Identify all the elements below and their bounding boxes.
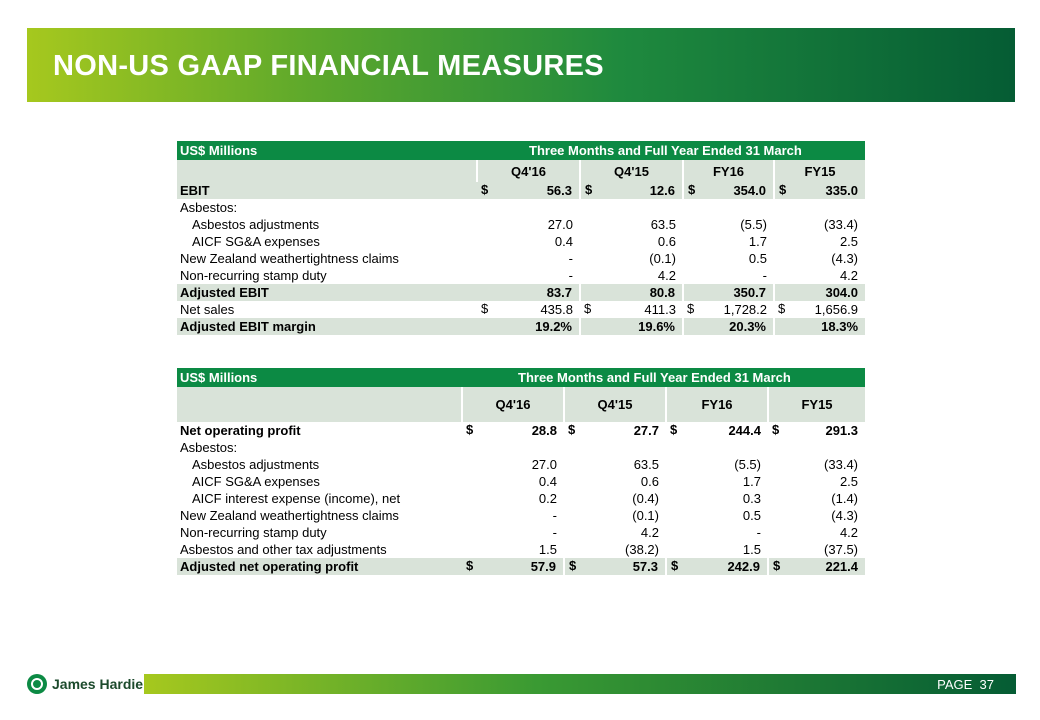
cell-value: 354.0	[733, 183, 766, 198]
row-label: AICF SG&A expenses	[192, 234, 320, 249]
row-label: AICF interest expense (income), net	[192, 491, 401, 506]
footer	[27, 672, 1017, 696]
dollar-sign: $	[670, 422, 678, 437]
row-label: Adjusted net operating profit	[177, 558, 462, 575]
table-row	[177, 439, 865, 456]
row-label: AICF SG&A expenses	[192, 474, 320, 489]
cell-value: 0.4	[538, 474, 557, 489]
cell-value: 350.7	[733, 285, 766, 300]
table-row	[177, 490, 865, 507]
table-row	[177, 473, 865, 490]
brand-name: James Hardie	[52, 676, 144, 692]
cell-value: -	[762, 268, 767, 283]
cell-value: -	[552, 508, 557, 523]
cell-value: 435.8	[540, 302, 573, 317]
cell-value: 83.7	[546, 285, 572, 300]
cell-value: 2.5	[839, 474, 859, 489]
cell-value: (33.4)	[824, 217, 859, 232]
unit-label: US$ Millions	[177, 368, 462, 387]
cell-value: 335.0	[825, 183, 859, 198]
cell-value: 20.3%	[729, 319, 766, 334]
table-row	[177, 541, 865, 558]
cell-value: (38.2)	[625, 542, 659, 557]
dollar-sign: $	[568, 422, 576, 437]
cell-value: 1.7	[742, 474, 761, 489]
table-row	[177, 233, 865, 250]
cell-value: 1,728.2	[723, 302, 767, 317]
cell-value: 0.5	[742, 508, 761, 523]
cell-value: 12.6	[649, 183, 675, 198]
dollar-sign: $	[466, 558, 474, 573]
page-number	[937, 677, 994, 692]
table-row	[177, 182, 865, 199]
cell-value: (1.4)	[831, 491, 859, 506]
cell-value: 411.3	[644, 302, 676, 317]
column-header: Q4'16	[477, 160, 580, 182]
cell-value: -	[568, 268, 573, 283]
column-header: Q4'15	[564, 387, 666, 422]
row-label: Adjusted EBIT	[177, 284, 477, 301]
dollar-sign: $	[687, 301, 695, 316]
column-header-empty	[177, 387, 462, 422]
cell-value: (4.3)	[831, 508, 859, 523]
cell-value: (37.5)	[824, 542, 859, 557]
cell-value: 19.6%	[638, 319, 675, 334]
table-row	[177, 456, 865, 473]
cell-value: 80.8	[649, 285, 675, 300]
cell-value: (0.4)	[632, 491, 659, 506]
column-header: FY16	[666, 387, 768, 422]
cell-value: 2.5	[839, 234, 859, 249]
column-header: FY15	[768, 387, 865, 422]
dollar-sign: $	[773, 558, 781, 573]
dollar-sign: $	[481, 301, 489, 316]
column-header: FY16	[683, 160, 774, 182]
column-header-row	[177, 387, 865, 422]
table-row	[177, 524, 865, 541]
page-bar	[144, 674, 1016, 694]
column-header: Q4'16	[462, 387, 564, 422]
row-label: Net sales	[180, 302, 235, 317]
table-row	[177, 558, 865, 575]
dollar-sign: $	[778, 301, 786, 316]
cell-value: (4.3)	[831, 251, 859, 266]
dollar-sign: $	[688, 182, 696, 197]
table-row	[177, 267, 865, 284]
period-label: Three Months and Full Year Ended 31 March	[462, 368, 865, 387]
dollar-sign: $	[585, 182, 593, 197]
cell-value: 63.5	[650, 217, 676, 232]
cell-value: 4.2	[657, 268, 676, 283]
dollar-sign: $	[779, 182, 787, 197]
table-row	[177, 301, 865, 318]
row-label: Asbestos:	[180, 440, 238, 455]
column-header: Q4'15	[580, 160, 683, 182]
table-row	[177, 250, 865, 267]
column-header: FY15	[774, 160, 865, 182]
cell-value: (5.5)	[740, 217, 767, 232]
table-row	[177, 284, 865, 301]
cell-value: (5.5)	[734, 457, 761, 472]
cell-value: -	[568, 251, 573, 266]
cell-value: 63.5	[633, 457, 659, 472]
unit-label: US$ Millions	[177, 141, 477, 160]
column-header-row	[177, 160, 865, 182]
dollar-sign: $	[466, 422, 474, 437]
page-number-value: 37	[979, 677, 994, 692]
cell-value: 0.6	[657, 234, 676, 249]
cell-value: 18.3%	[821, 319, 859, 334]
cell-value: 1.5	[742, 542, 761, 557]
row-label: Non-recurring stamp duty	[180, 268, 327, 283]
dollar-sign: $	[772, 422, 780, 437]
row-label: Net operating profit	[180, 423, 301, 438]
row-label: Adjusted EBIT margin	[177, 318, 477, 335]
table-row	[177, 199, 865, 216]
cell-value: 57.3	[632, 559, 658, 574]
cell-value: 291.3	[825, 423, 859, 438]
cell-value: 57.9	[530, 559, 556, 574]
row-label: Asbestos adjustments	[192, 457, 320, 472]
cell-value: 27.7	[633, 423, 659, 438]
cell-value: 1,656.9	[814, 302, 859, 317]
net-operating-profit-table	[177, 368, 865, 575]
cell-value: 304.0	[825, 285, 859, 300]
row-label: Asbestos and other tax adjustments	[180, 542, 387, 557]
dollar-sign: $	[481, 182, 489, 197]
cell-value: 4.2	[839, 525, 859, 540]
company-logo	[27, 674, 143, 694]
page-label: PAGE	[937, 677, 973, 692]
cell-value: (0.1)	[632, 508, 659, 523]
row-label: Asbestos:	[180, 200, 238, 215]
cell-value: 0.3	[742, 491, 761, 506]
dollar-sign: $	[569, 558, 577, 573]
cell-value: 1.5	[538, 542, 557, 557]
cell-value: 0.4	[554, 234, 573, 249]
cell-value: (0.1)	[649, 251, 676, 266]
column-header-empty	[177, 160, 477, 182]
ebit-table	[177, 141, 865, 335]
cell-value: -	[552, 525, 557, 540]
cell-value: 0.2	[538, 491, 557, 506]
dollar-sign: $	[584, 301, 592, 316]
cell-value: 4.2	[839, 268, 859, 283]
table-header-row	[177, 141, 865, 160]
cell-value: 221.4	[825, 559, 859, 574]
cell-value: 242.9	[727, 559, 760, 574]
cell-value: 244.4	[728, 423, 761, 438]
table-row	[177, 216, 865, 233]
cell-value: 27.0	[547, 217, 573, 232]
row-label: Non-recurring stamp duty	[180, 525, 327, 540]
table-row	[177, 507, 865, 524]
row-label: New Zealand weathertightness claims	[180, 508, 399, 523]
dollar-sign: $	[671, 558, 679, 573]
cell-value: 19.2%	[535, 319, 572, 334]
row-label: New Zealand weathertightness claims	[180, 251, 399, 266]
cell-value: 27.0	[531, 457, 557, 472]
cell-value: 4.2	[640, 525, 659, 540]
cell-value: 0.6	[640, 474, 659, 489]
cell-value: 0.5	[748, 251, 767, 266]
row-label: EBIT	[177, 182, 477, 199]
james-hardie-logo-icon	[27, 674, 47, 694]
cell-value: 1.7	[748, 234, 767, 249]
table-row	[177, 318, 865, 335]
cell-value: (33.4)	[824, 457, 859, 472]
cell-value: -	[756, 525, 761, 540]
page-title: NON-US GAAP FINANCIAL MEASURES	[53, 50, 604, 82]
row-label: Asbestos adjustments	[192, 217, 320, 232]
cell-value: 56.3	[546, 183, 572, 198]
cell-value: 28.8	[531, 423, 557, 438]
period-label: Three Months and Full Year Ended 31 March	[477, 141, 865, 160]
table-header-row	[177, 368, 865, 387]
title-banner	[27, 28, 1015, 102]
table-row	[177, 422, 865, 439]
